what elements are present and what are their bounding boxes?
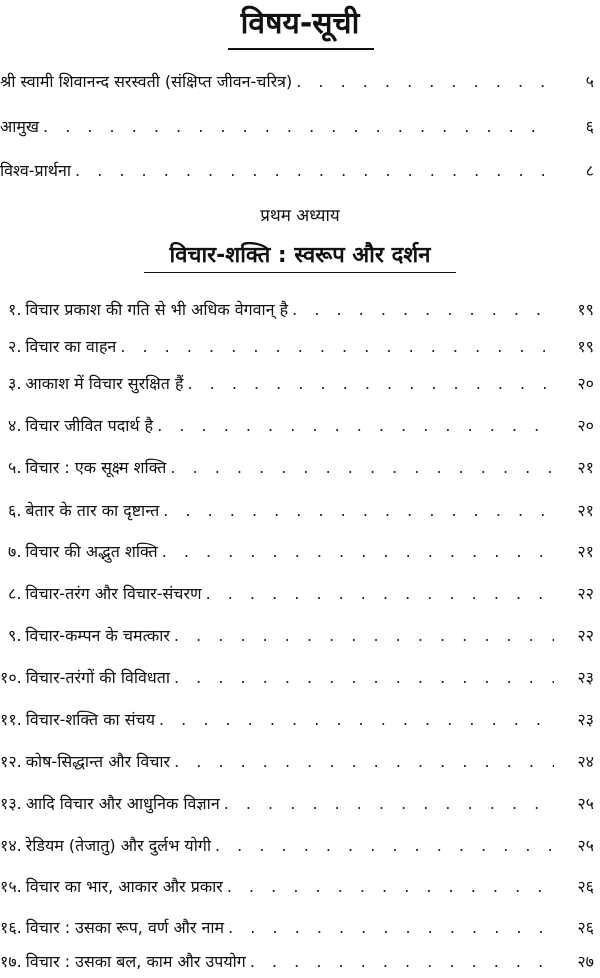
leader-dots (206, 578, 554, 610)
toc-row[interactable] (0, 536, 600, 568)
toc-page-number: १९ (577, 337, 594, 356)
toc-page-number: २६ (577, 877, 594, 896)
leader-dots (43, 111, 554, 143)
toc-entry-label: विचार की अद्भुत शक्ति (25, 542, 158, 561)
toc-entry-label: कोष-सिद्धान्त और विचार (25, 752, 171, 771)
leader-dots (227, 871, 554, 903)
toc-entry-label: विचार प्रकाश की गति से भी अधिक वेगवान् है (25, 300, 289, 319)
toc-entry-label: विचार का भार, आकार और प्रकार (25, 877, 223, 896)
toc-entry-label: विचार : उसका रूप, वर्ण और नाम (25, 918, 225, 937)
toc-entry-number: ४. (8, 416, 22, 435)
toc-page-number: २० (577, 416, 594, 435)
toc-row[interactable] (0, 452, 600, 484)
toc-row[interactable] (0, 704, 600, 736)
toc-entry-number: १. (8, 300, 22, 319)
leader-dots (228, 912, 554, 944)
toc-entry-label: आमुख (0, 117, 40, 136)
leader-dots (250, 946, 554, 978)
toc-row[interactable] (0, 410, 600, 442)
toc-entry-number: ३. (8, 374, 22, 393)
toc-page-number: २६ (577, 918, 594, 937)
leader-dots (170, 452, 554, 484)
leader-dots (215, 830, 554, 862)
toc-page-number: २५ (577, 794, 594, 813)
toc-entry-number: १४. (0, 836, 22, 855)
leader-dots (75, 155, 554, 187)
toc-page-number: २१ (577, 458, 594, 477)
toc-row[interactable] (0, 368, 600, 400)
toc-entry-number: ८. (8, 584, 22, 603)
chapter-label: प्रथम अध्याय (260, 206, 340, 226)
toc-entry-label: विचार-शक्ति का संचय (25, 710, 155, 729)
toc-page-number: २० (577, 374, 594, 393)
toc-entry-label: श्री स्वामी शिवानन्द सरस्वती (संक्षिप्त जीवन-चरित्र) (0, 72, 293, 91)
toc-entry-label: आदि विचार और आधुनिक विज्ञान (25, 794, 220, 813)
leader-dots (174, 746, 554, 778)
toc-page-number: २४ (577, 752, 594, 771)
toc-page-number: ५ (585, 72, 594, 91)
toc-row[interactable] (0, 662, 600, 694)
toc-entry-label: आकाश में विचार सुरक्षित हैं (25, 374, 184, 393)
toc-row[interactable] (0, 746, 600, 778)
toc-page-number: २५ (577, 836, 594, 855)
toc-entry-label: विचार : उसका बल, काम और उपयोग (25, 952, 246, 971)
toc-page-number: २७ (577, 952, 594, 971)
toc-entry-number: ११. (0, 710, 22, 729)
toc-entry-label: विचार जीवित पदार्थ है (25, 416, 154, 435)
toc-entry-number: १३. (0, 794, 22, 813)
leader-dots (296, 66, 554, 98)
toc-entry-number: ६. (8, 501, 22, 520)
toc-page-number: २१ (577, 501, 594, 520)
toc-entry-label: विचार-तरंग और विचार-संचरण (25, 584, 202, 603)
chapter-title: विचार-शक्ति : स्वरूप और दर्शन (169, 243, 431, 268)
toc-entry-label: विचार-तरंगों की विविधता (25, 668, 170, 687)
toc-row[interactable] (0, 912, 600, 944)
toc-row[interactable] (0, 294, 600, 326)
page-title: विषय-सूची (240, 6, 360, 41)
toc-row-biography[interactable] (0, 66, 600, 98)
leader-dots (224, 788, 554, 820)
toc-entry-label: रेडियम (तेजातु) और दुर्लभ योगी (25, 836, 211, 855)
toc-entry-number: १७. (0, 952, 22, 971)
toc-entry-number: ९. (8, 626, 22, 645)
toc-entry-number: १६. (0, 918, 22, 937)
title-underline (228, 48, 374, 50)
toc-entry-number: १२. (0, 752, 22, 771)
toc-entry-number: १०. (0, 668, 22, 687)
leader-dots (174, 620, 554, 652)
toc-entry-number: ५. (8, 458, 22, 477)
toc-page-number: ८ (585, 161, 594, 180)
toc-row[interactable] (0, 578, 600, 610)
toc-row[interactable] (0, 495, 600, 527)
chapter-title-underline (144, 272, 456, 273)
toc-page-number: २३ (577, 710, 594, 729)
leader-dots (292, 294, 554, 326)
leader-dots (159, 704, 554, 736)
toc-entry-label: बेतार के तार का दृष्टान्त (25, 501, 160, 520)
leader-dots (163, 495, 554, 527)
leader-dots (174, 662, 554, 694)
leader-dots (157, 410, 554, 442)
toc-page-number: २२ (577, 584, 594, 603)
toc-row[interactable] (0, 871, 600, 903)
toc-entry-label: विचार का वाहन (25, 337, 117, 356)
toc-row[interactable] (0, 830, 600, 862)
toc-entry-label: विश्व-प्रार्थना (0, 161, 72, 180)
toc-entry-number: १५. (0, 877, 22, 896)
toc-page-number: २२ (577, 626, 594, 645)
toc-row[interactable] (0, 788, 600, 820)
toc-row-preface[interactable] (0, 111, 600, 143)
toc-page-number: २१ (577, 542, 594, 561)
toc-page-number: २३ (577, 668, 594, 687)
toc-entry-label: विचार-कम्पन के चमत्कार (25, 626, 170, 645)
toc-row[interactable] (0, 620, 600, 652)
toc-entry-number: ७. (8, 542, 22, 561)
leader-dots (120, 331, 554, 363)
toc-entry-number: २. (8, 337, 22, 356)
toc-page-number: १९ (577, 300, 594, 319)
leader-dots (187, 368, 554, 400)
toc-row[interactable] (0, 946, 600, 978)
leader-dots (162, 536, 554, 568)
toc-page-number: ६ (585, 117, 594, 136)
toc-row[interactable] (0, 331, 600, 363)
toc-row-prayer[interactable] (0, 155, 600, 187)
toc-entry-label: विचार : एक सूक्ष्म शक्ति (25, 458, 167, 477)
